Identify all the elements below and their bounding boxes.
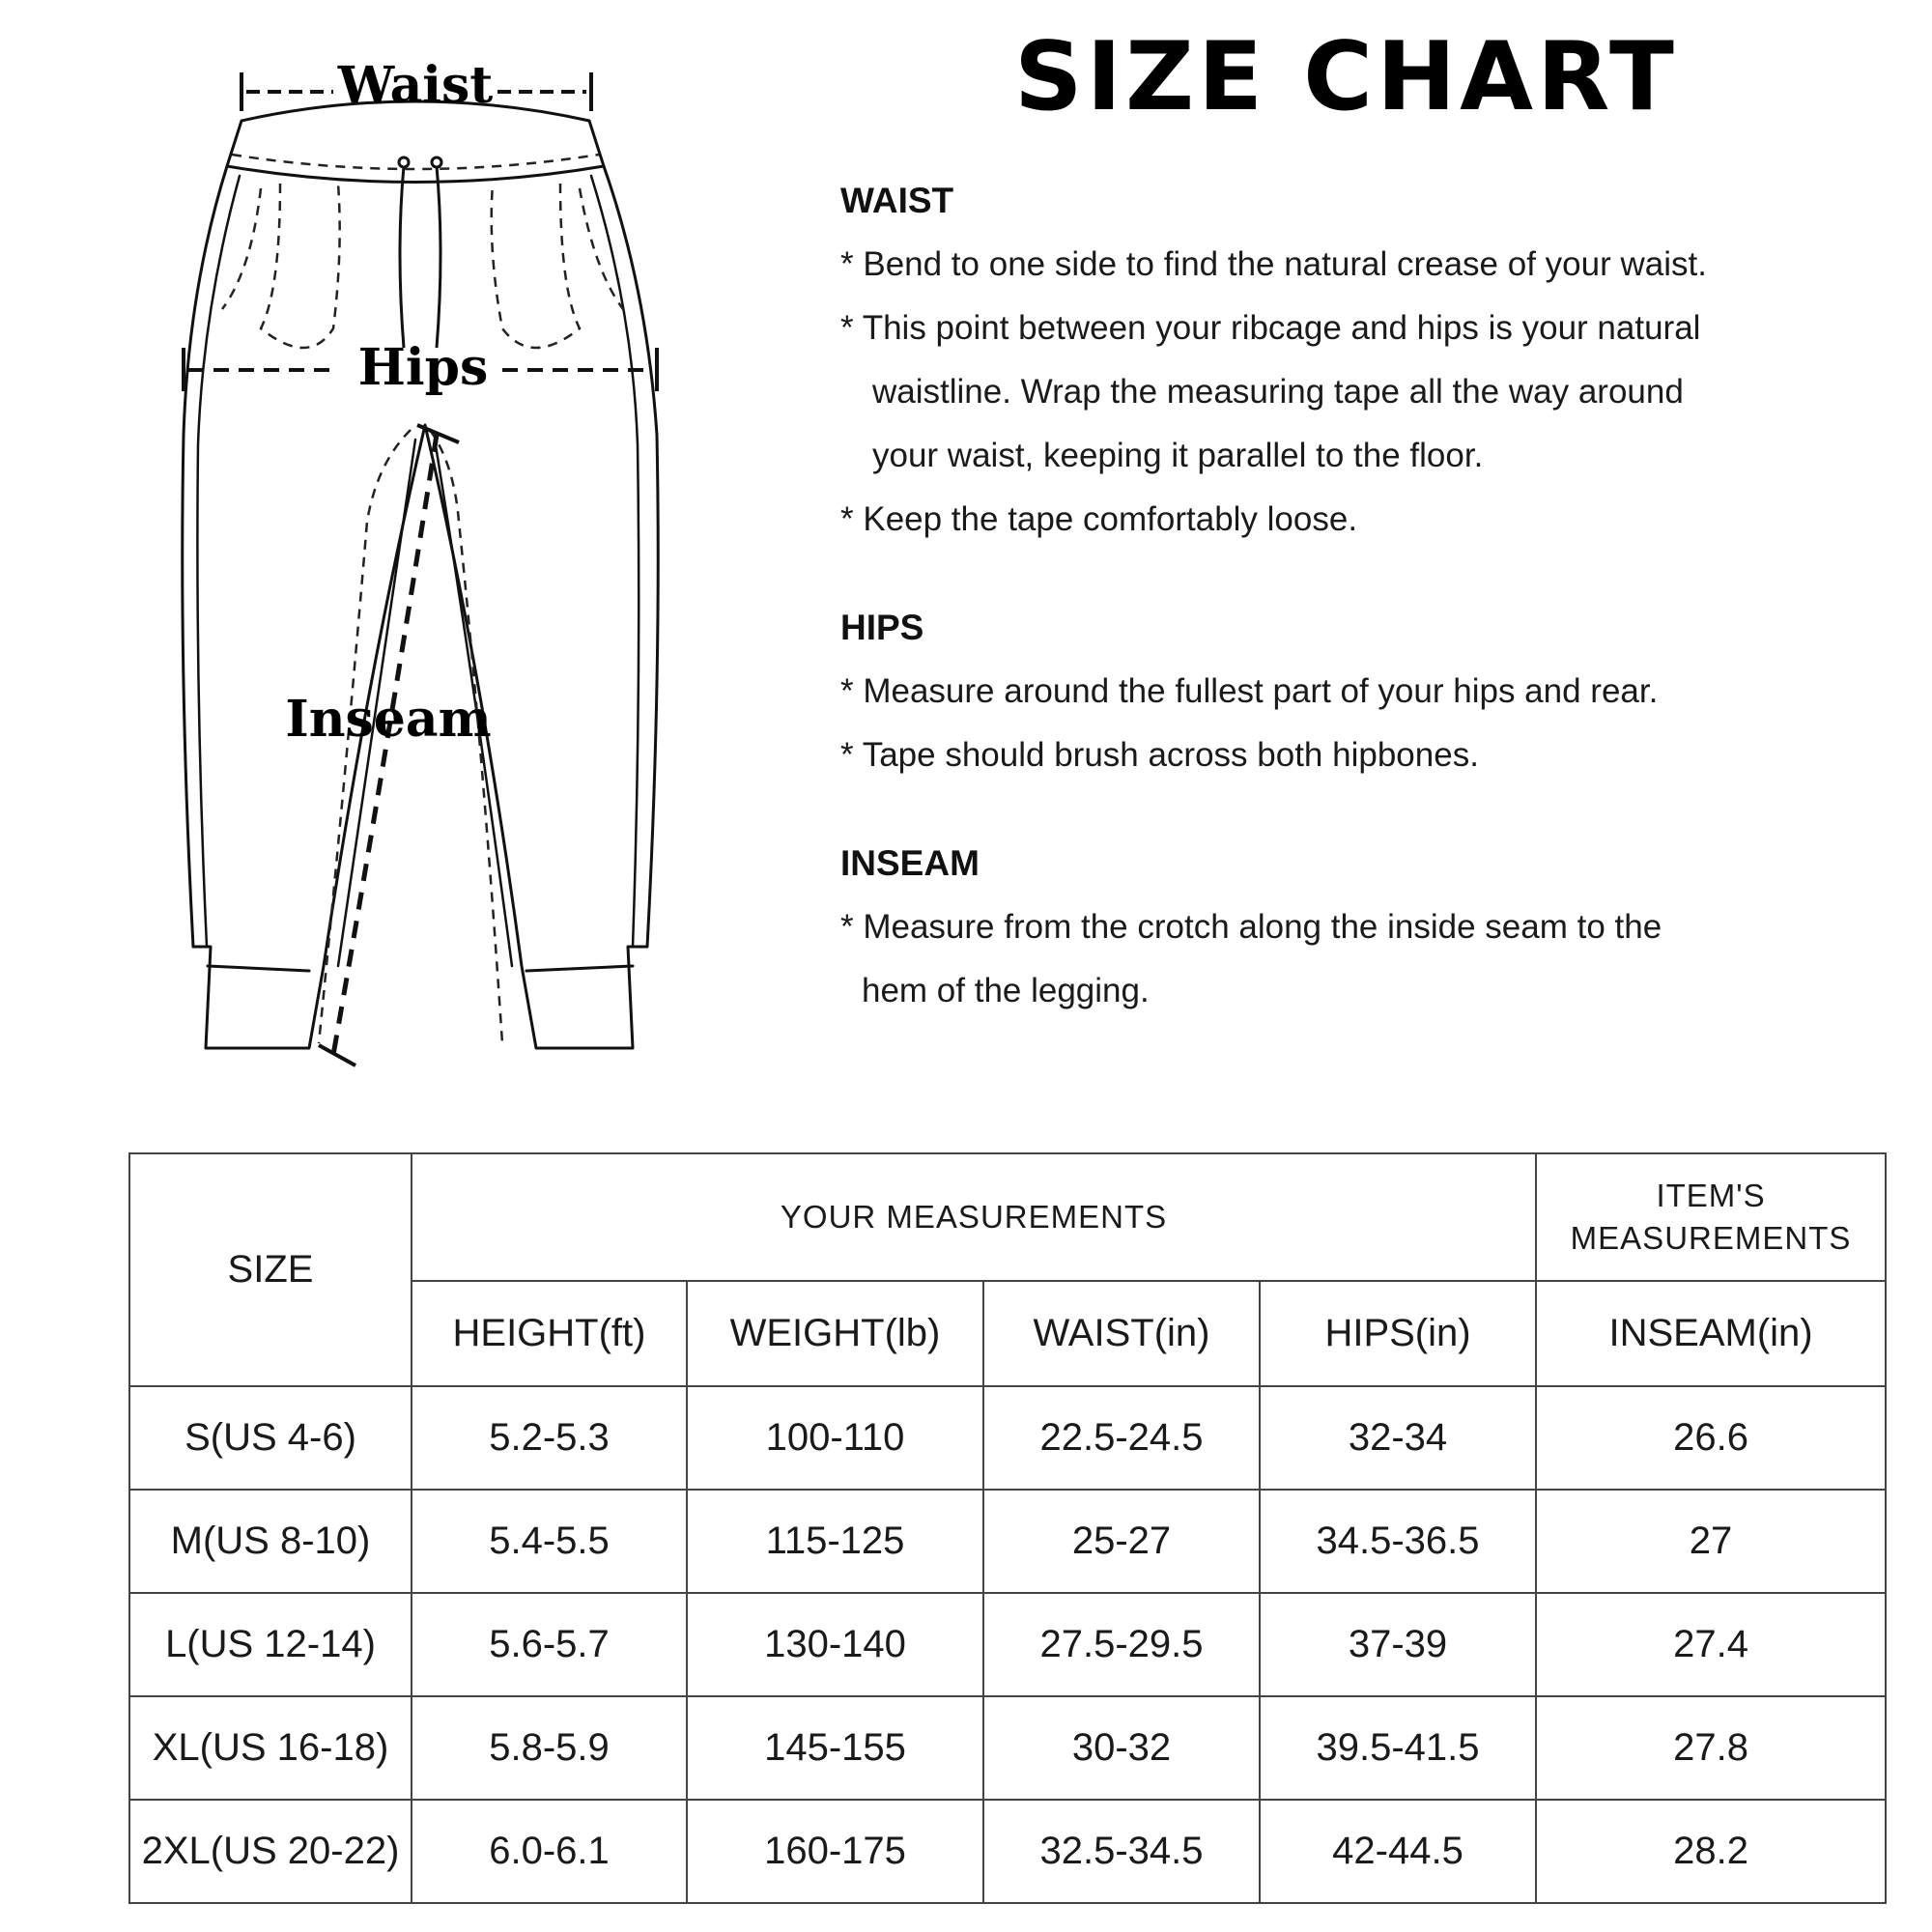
drawstring-eyelet-right xyxy=(432,157,441,167)
hips-cell: 32-34 xyxy=(1260,1386,1536,1490)
left-cuff-line xyxy=(208,966,309,971)
size-cell: 2XL(US 20-22) xyxy=(129,1800,412,1903)
weight-cell: 100-110 xyxy=(687,1386,983,1490)
waist-column-header: WAIST(in) xyxy=(983,1281,1260,1386)
inseam-cell: 26.6 xyxy=(1536,1386,1886,1490)
waist-instructions xyxy=(840,169,1903,552)
hips-column-header: HIPS(in) xyxy=(1260,1281,1536,1386)
measurement-instructions xyxy=(840,169,1903,1023)
size-column-header: SIZE xyxy=(129,1153,412,1386)
size-cell: XL(US 16-18) xyxy=(129,1696,412,1800)
table-row xyxy=(129,1696,1886,1800)
waistband-stitch xyxy=(232,155,599,169)
height-cell: 6.0-6.1 xyxy=(412,1800,687,1903)
waist-instruction-line: * This point between your ribcage and hips is your natural xyxy=(840,309,1701,347)
table-row xyxy=(129,1386,1886,1490)
waist-diagram-label: Waist xyxy=(337,56,494,115)
weight-cell: 115-125 xyxy=(687,1490,983,1593)
pants-outline xyxy=(183,166,659,1048)
inseam-instruction-line: hem of the legging. xyxy=(862,972,1150,1009)
inseam-column-header: INSEAM(in) xyxy=(1536,1281,1886,1386)
table-row xyxy=(129,1593,1886,1696)
inseam-cell: 27 xyxy=(1536,1490,1886,1593)
page-title: SIZE CHART xyxy=(1014,22,1678,132)
waist-instruction-line: * Bend to one side to find the natural crease of your waist. xyxy=(840,245,1707,283)
waist-instruction-line: your waist, keeping it parallel to the floor. xyxy=(872,437,1484,474)
left-pocket-inner xyxy=(222,188,261,309)
size-cell: S(US 4-6) xyxy=(129,1386,412,1490)
drawstring-left xyxy=(400,166,404,348)
weight-column-header: WEIGHT(lb) xyxy=(687,1281,983,1386)
drawstring-right xyxy=(437,166,440,348)
inseam-heading: INSEAM xyxy=(840,843,980,883)
hips-cell: 42-44.5 xyxy=(1260,1800,1536,1903)
inseam-cell: 27.4 xyxy=(1536,1593,1886,1696)
inseam-instructions xyxy=(840,832,1903,1023)
weight-cell: 145-155 xyxy=(687,1696,983,1800)
hips-heading: HIPS xyxy=(840,608,924,647)
hips-cell: 34.5-36.5 xyxy=(1260,1490,1536,1593)
drawstring-eyelet-left xyxy=(399,157,409,167)
waist-cell: 32.5-34.5 xyxy=(983,1800,1260,1903)
height-column-header: HEIGHT(ft) xyxy=(412,1281,687,1386)
size-cell: M(US 8-10) xyxy=(129,1490,412,1593)
hips-instructions xyxy=(840,596,1903,787)
height-cell: 5.8-5.9 xyxy=(412,1696,687,1800)
size-cell: L(US 12-14) xyxy=(129,1593,412,1696)
waist-cell: 27.5-29.5 xyxy=(983,1593,1260,1696)
hips-instruction-line: * Tape should brush across both hipbones. xyxy=(840,736,1479,774)
weight-cell: 130-140 xyxy=(687,1593,983,1696)
items-measurements-header-line: ITEM'S xyxy=(1656,1178,1766,1213)
waist-instruction-line: waistline. Wrap the measuring tape all the way around xyxy=(872,373,1684,411)
waist-cell: 22.5-24.5 xyxy=(983,1386,1260,1490)
hips-diagram-label: Hips xyxy=(357,338,489,397)
left-pocket xyxy=(261,184,340,348)
your-measurements-header: YOUR MEASUREMENTS xyxy=(412,1153,1536,1281)
table-header-row xyxy=(129,1153,1886,1281)
height-cell: 5.2-5.3 xyxy=(412,1386,687,1490)
height-cell: 5.4-5.5 xyxy=(412,1490,687,1593)
table-row xyxy=(129,1800,1886,1903)
height-cell: 5.6-5.7 xyxy=(412,1593,687,1696)
drawstrings xyxy=(399,157,441,348)
waist-cell: 30-32 xyxy=(983,1696,1260,1800)
hips-instruction-line: * Measure around the fullest part of your hips and rear. xyxy=(840,672,1659,710)
items-measurements-header-line: MEASUREMENTS xyxy=(1570,1220,1852,1256)
hips-cell: 39.5-41.5 xyxy=(1260,1696,1536,1800)
waist-cell: 25-27 xyxy=(983,1490,1260,1593)
table-row xyxy=(129,1490,1886,1593)
weight-cell: 160-175 xyxy=(687,1800,983,1903)
right-side-stripe xyxy=(591,176,639,947)
inseam-cell: 28.2 xyxy=(1536,1800,1886,1903)
items-measurements-header xyxy=(1536,1153,1886,1281)
inseam-cell: 27.8 xyxy=(1536,1696,1886,1800)
hips-cell: 37-39 xyxy=(1260,1593,1536,1696)
waist-heading: WAIST xyxy=(840,181,954,220)
right-cuff-line xyxy=(526,966,633,971)
inseam-diagram-label: Inseam xyxy=(285,690,492,749)
inseam-instruction-line: * Measure from the crotch along the inside seam to the xyxy=(840,908,1662,946)
waist-instruction-line: * Keep the tape comfortably loose. xyxy=(840,500,1358,538)
size-table xyxy=(128,1152,1887,1904)
right-pocket xyxy=(492,184,580,348)
